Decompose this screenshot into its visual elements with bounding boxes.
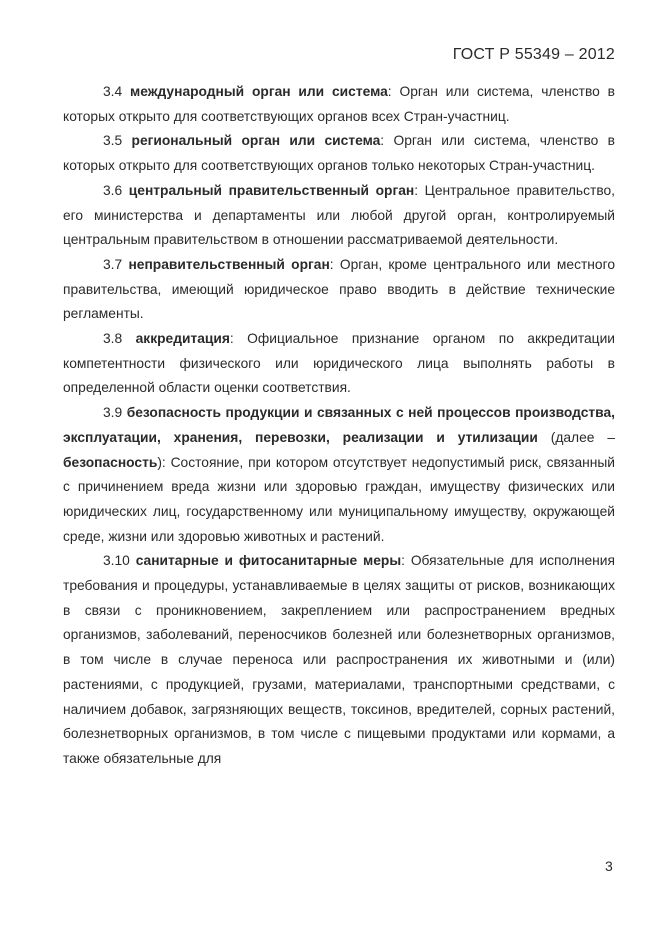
defined-term: региональный орган или система [131, 133, 381, 149]
document-id: ГОСТ Р 55349 – 2012 [452, 46, 615, 63]
definition-text: : Центральное правительство, его министерства и департаменты или любой другой орган, контролируемый центральным правительством в отношении рассматриваемой деятельности. [63, 182, 615, 248]
definition-text: : Официальное признание органом по аккредитации компетентности физического или юридического лица выполнять работы в определенной области оценки соответствия. [63, 331, 615, 396]
defined-term: неправительственный орган [128, 256, 330, 272]
definition-paragraph [63, 80, 615, 129]
document-header [453, 46, 615, 64]
defined-term: санитарные и фитосанитарные меры [135, 553, 402, 569]
definition-text: : Орган или система, членство в которых открыто для соответствующих органов только некоторых Стран-участниц. [63, 133, 615, 174]
clause-number: 3.9 [103, 405, 123, 421]
definition-text: (далее – [537, 429, 615, 445]
page-number: 3 [605, 858, 613, 874]
definition-text: : Орган, кроме центрального или местного правительства, имеющий юридическое право вводить в действие технические регламенты. [63, 256, 615, 322]
definition-text: ): Состояние, при котором отсутствует недопустимый риск, связанный с причинением вреда жизни или здоровью граждан, имуществу физических или юридических лиц, государственному или муниципальному имуществу, окружающей среде, жизни или здоровью животных и растений. [63, 454, 615, 544]
defined-term: аккредитация [135, 331, 230, 347]
clause-number: 3.4 [103, 84, 123, 99]
defined-term: центральный правительственный орган [128, 182, 415, 198]
clause-number: 3.10 [103, 553, 130, 569]
definition-text: : Орган или система, членство в которых открыто для соответствующих органов всех Стран-участниц. [63, 84, 615, 124]
definition-paragraph [63, 401, 615, 549]
clause-number: 3.7 [103, 256, 123, 272]
definition-paragraph [63, 549, 615, 771]
defined-term: международный орган или система [130, 84, 388, 99]
defined-term: безопасность продукции и связанных с ней процессов производства, эксплуатации, хранения, перевозки, реализации и утилизации [63, 405, 615, 445]
definition-paragraph [63, 179, 615, 253]
clause-number: 3.8 [103, 331, 123, 347]
defined-term-short: безопасность [63, 454, 158, 470]
definition-paragraph [63, 129, 615, 178]
definition-paragraph [63, 327, 615, 401]
clause-number: 3.6 [103, 182, 123, 198]
document-body [63, 80, 615, 772]
clause-number: 3.5 [103, 133, 123, 149]
definition-text: : Обязательные для исполнения требования и процедуры, устанавливаемые в целях защиты от рисков, возникающих в связи с проникновением, закреплением или распространением вредных организмов, заболеваний, переносчиков болезней или болезнетворных организмов, в том числе в случае переноса или распространения их животными и (или) растениями, с продукцией, грузами, материалами, транспортными средствами, с наличием добавок, загрязняющих веществ, токсинов, вредителей, сорных растений, болезнетворных организмов, в том числе с пищевыми продуктами или кормами, а также обязательные для [63, 553, 615, 766]
definition-paragraph [63, 253, 615, 327]
